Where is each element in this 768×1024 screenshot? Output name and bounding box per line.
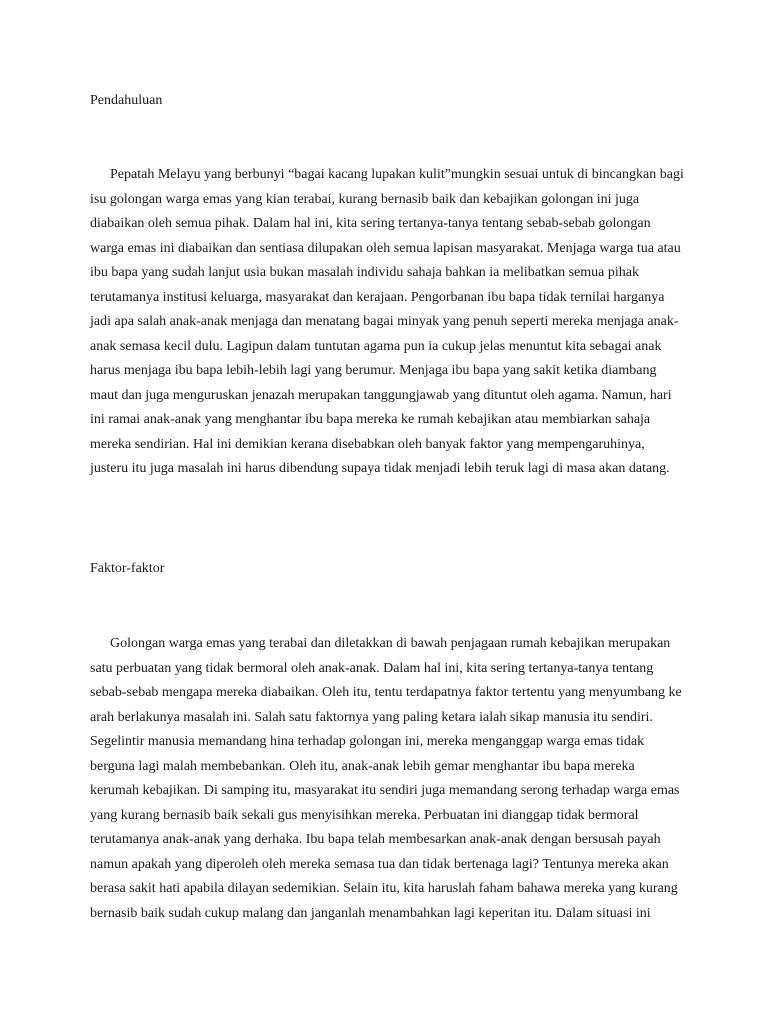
paragraph-line: Pepatah Melayu yang berbunyi “bagai kacang lupakan kulit”mungkin sesuai untuk di bincangkan bagi [110,167,684,182]
paragraph-line: arah berlakunya masalah ini. Salah satu faktornya yang paling ketara ialah sikap manusia itu sendiri. [90,709,653,725]
paragraph-line: ibu bapa yang sudah lanjut usia bukan masalah individu sahaja bahkan ia melibatkan semua pihak [90,265,639,280]
section-heading-pendahuluan: Pendahuluan [90,93,163,108]
paragraph-line: berguna lagi malah membebankan. Oleh itu, anak-anak lebih gemar menghantar ibu bapa mereka [90,758,635,774]
paragraph-line: yang kurang bernasib baik sekali gus menyisihkan mereka. Perbuatan ini dianggap tidak bermoral [90,807,639,823]
paragraph-line: berasa sakit hati apabila dilayan sedemikian. Selain itu, kita haruslah faham bahawa mereka yang kurang [90,881,678,896]
paragraph-line: ini ramai anak-anak yang menghantar ibu bapa mereka ke rumah kebajikan atau membiarkan sahaja [90,412,651,427]
section-heading-faktor: Faktor-faktor [90,561,165,576]
paragraph-line: maut dan juga menguruskan jenazah merupakan tanggungjawab yang dituntut oleh agama. Namun, hari [90,387,672,403]
paragraph-line: terutamanya anak-anak yang derhaka. Ibu bapa telah membesarkan anak-anak dengan bersusah payah [90,832,661,847]
paragraph-line: jadi apa salah anak-anak menjaga dan menatang bagai minyak yang penuh seperti mereka menjaga anak- [90,314,679,329]
paragraph-line: warga emas ini diabaikan dan sentiasa dilupakan oleh semua lapisan masyarakat. Menjaga warga tua atau [90,240,681,256]
paragraph-line: namun apakah yang diperoleh oleh mereka semasa tua dan tidak bertenaga lagi? Tentunya mereka akan [90,856,669,872]
paragraph-line: anak semasa kecil dulu. Lagipun dalam tuntutan agama pun ia cukup jelas menuntut kita sebagai anak [90,338,662,354]
paragraph-line: satu perbuatan yang tidak bermoral oleh anak-anak. Dalam hal ini, kita sering tertanya-tanya tentang [90,660,654,676]
paragraph-line: mereka sendirian. Hal ini demikian kerana disebabkan oleh banyak faktor yang mempengaruhinya, [90,436,645,452]
paragraph-line: bernasib baik sudah cukup malang dan janganlah menambahkan lagi keperitan itu. Dalam situasi ini [90,905,651,921]
paragraph-line: diabaikan oleh semua pihak. Dalam hal ini, kita sering tertanya-tanya tentang sebab-sebab golongan [90,216,651,231]
paragraph-pendahuluan [90,163,690,482]
paragraph-line: sebab-sebab mengapa mereka diabaikan. Oleh itu, tentu terdapatnya faktor tertentu yang menyumbang ke [90,685,682,700]
paragraph-faktor [90,632,690,926]
paragraph-line: isu golongan warga emas yang kian terabai, kurang bernasib baik dan kebajikan golongan ini juga [90,191,640,207]
paragraph-line: justeru itu juga masalah ini harus dibendung supaya tidak menjadi lebih teruk lagi di masa akan datang. [90,461,670,476]
paragraph-line: Segelintir manusia memandang hina terhadap golongan ini, mereka menganggap warga emas tidak [90,734,645,749]
paragraph-line: terutamanya institusi keluarga, masyarakat dan kerajaan. Pengorbanan ibu bapa tidak ternilai harganya [90,289,665,305]
paragraph-line: kerumah kebajikan. Di samping itu, masyarakat itu sendiri juga memandang serong terhadap warga emas [90,783,680,798]
paragraph-line: harus menjaga ibu bapa lebih-lebih lagi yang berumur. Menjaga ibu bapa yang sakit ketika diambang [90,363,657,378]
paragraph-line: Golongan warga emas yang terabai dan diletakkan di bawah penjagaan rumah kebajikan merupakan [110,636,671,651]
